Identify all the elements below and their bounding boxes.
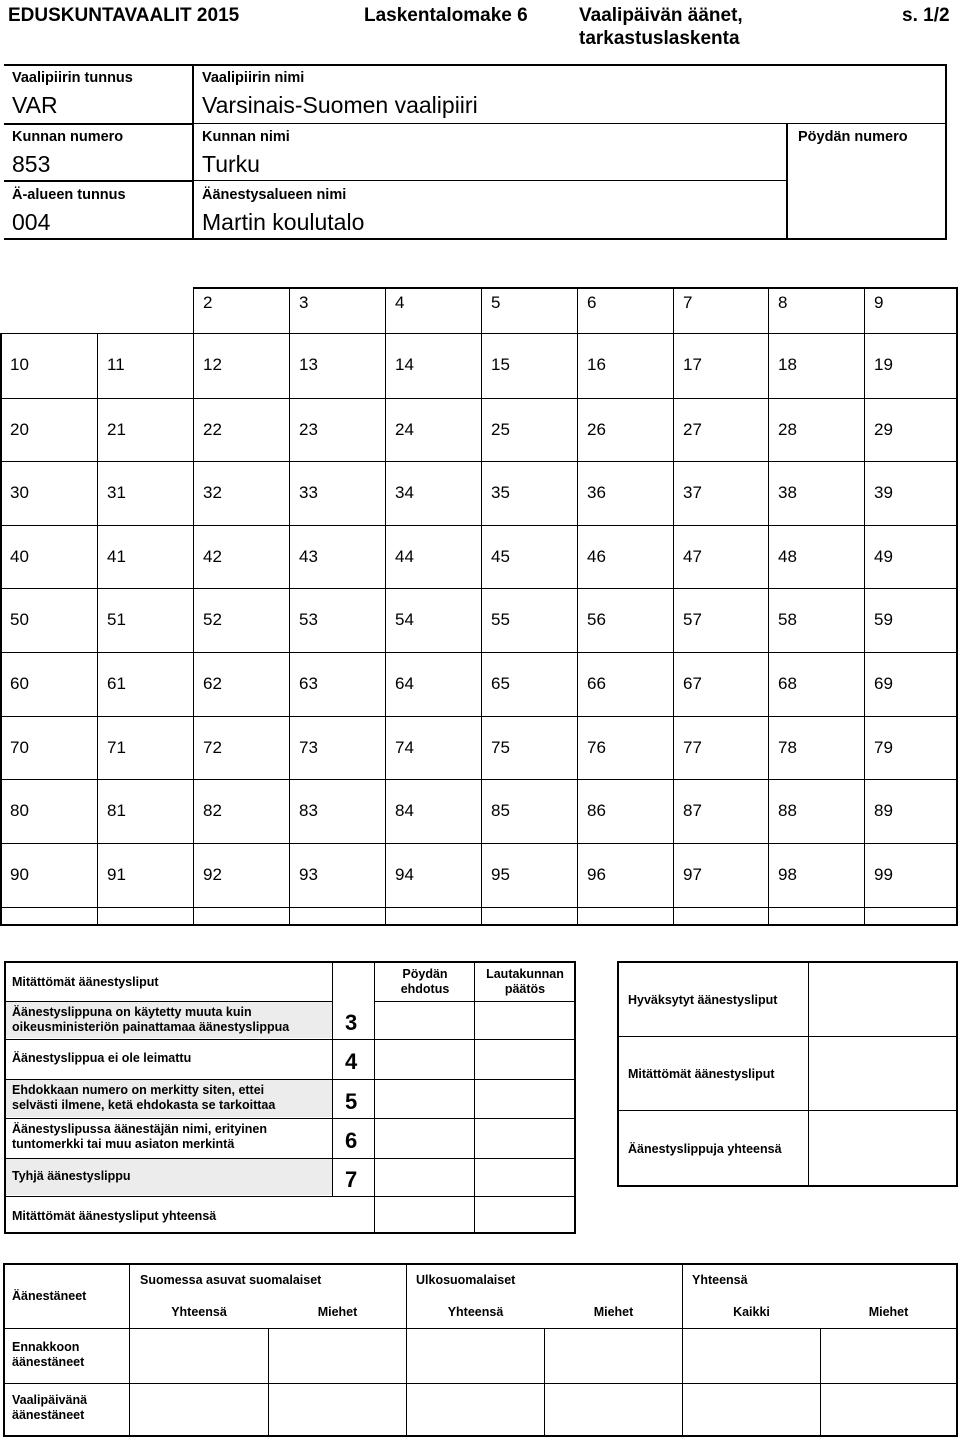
grid-mark-area[interactable] — [99, 634, 191, 650]
invalid-reason-line2: oikeusministeriön painattamaa äänestyslippua — [12, 1020, 290, 1034]
grid-number: 82 — [203, 801, 222, 820]
grid-number: 46 — [587, 547, 606, 566]
district-id-label: Vaalipiirin tunnus — [12, 70, 133, 86]
voters-group-abroad: Ulkosuomalaiset — [416, 1273, 516, 1287]
grid-number: 98 — [778, 865, 797, 884]
grid-number: 17 — [683, 355, 702, 374]
advance-voters-line2: äänestäneet — [12, 1355, 85, 1369]
grid-mark-area[interactable] — [866, 317, 956, 331]
grid-number: 72 — [203, 738, 222, 757]
grid-mark-area[interactable] — [675, 762, 766, 777]
grid-number: 45 — [491, 547, 510, 566]
grid-mark-area[interactable] — [675, 889, 766, 905]
voters-count-field[interactable] — [547, 1387, 680, 1432]
grid-mark-area[interactable] — [195, 379, 287, 396]
invalid-reason-label — [12, 1051, 191, 1066]
grid-number: 99 — [874, 865, 893, 884]
grid-mark-area[interactable] — [675, 444, 766, 459]
grid-mark-area[interactable] — [195, 825, 287, 841]
summary-invalid-field[interactable] — [812, 1040, 952, 1106]
invalid-reason-code: 5 — [345, 1088, 358, 1114]
invalid-reason-line1: Äänestyslippuna on käytetty muuta kuin — [12, 1005, 252, 1019]
district-name-label: Vaalipiirin nimi — [202, 70, 305, 86]
grid-number: 27 — [683, 420, 702, 439]
grid-mark-area[interactable] — [675, 379, 766, 396]
grid-number: 51 — [107, 610, 126, 629]
municipality-name-label: Kunnan nimi — [202, 129, 290, 145]
grid-number: 14 — [395, 355, 414, 374]
voters-count-field[interactable] — [823, 1387, 954, 1432]
invalid-reason-label — [12, 1005, 289, 1035]
grid-mark-area[interactable] — [770, 317, 862, 331]
grid-number: 55 — [491, 610, 510, 629]
invalid-board-decision-field[interactable] — [477, 1004, 571, 1036]
grid-number: 63 — [299, 674, 318, 693]
grid-mark-area[interactable] — [579, 825, 671, 841]
grid-number: 75 — [491, 738, 510, 757]
grid-mark-area[interactable] — [387, 571, 479, 586]
grid-number: 40 — [10, 547, 29, 566]
grid-number: 41 — [107, 547, 126, 566]
grid-mark-area[interactable] — [195, 571, 287, 586]
grid-mark-area[interactable] — [866, 379, 956, 396]
grid-number: 2 — [203, 293, 213, 312]
grid-mark-area[interactable] — [291, 698, 383, 714]
grid-mark-area[interactable] — [675, 634, 766, 650]
grid-number: 64 — [395, 674, 414, 693]
voters-count-field[interactable] — [685, 1332, 818, 1380]
ballots-total-field[interactable] — [812, 1114, 952, 1182]
grid-mark-area[interactable] — [387, 507, 479, 523]
grid-number: 23 — [299, 420, 318, 439]
voters-count-field[interactable] — [271, 1332, 404, 1380]
grid-mark-area[interactable] — [579, 698, 671, 714]
invalid-table-proposal-field[interactable] — [377, 1082, 471, 1115]
grid-number: 70 — [10, 738, 29, 757]
grid-number: 11 — [107, 355, 125, 374]
invalid-reason-code: 7 — [345, 1167, 358, 1192]
grid-mark-area[interactable] — [866, 889, 956, 905]
board-decision-line2: päätös — [504, 982, 546, 996]
municipality-number-label: Kunnan numero — [12, 129, 124, 145]
grid-number: 95 — [491, 865, 510, 884]
grid-number: 5 — [491, 293, 501, 312]
grid-number: 29 — [874, 420, 893, 439]
summary-invalid-label: Mitättömät äänestysliput — [628, 1067, 775, 1081]
table-proposal-line1: Pöydän — [402, 967, 448, 981]
grid-mark-area[interactable] — [291, 825, 383, 841]
grid-number: 48 — [778, 547, 797, 566]
grid-mark-area[interactable] — [387, 317, 479, 331]
advance-voters-label — [12, 1340, 84, 1370]
form-title — [579, 4, 743, 50]
invalid-reason-line1: Ehdokkaan numero on merkitty siten, ettei — [12, 1083, 265, 1097]
grid-number: 44 — [395, 547, 414, 566]
grid-mark-area[interactable] — [866, 444, 956, 459]
grid-number: 81 — [107, 801, 126, 820]
board-decision-line1: Lautakunnan — [486, 967, 564, 981]
grid-number: 33 — [299, 483, 318, 502]
grid-number: 84 — [395, 801, 414, 820]
table-number-field[interactable] — [790, 150, 940, 234]
election-day-voters-line2: äänestäneet — [12, 1408, 85, 1422]
area-id-value[interactable]: 004 — [12, 209, 51, 235]
grid-number: 79 — [874, 738, 893, 757]
grid-number: 15 — [491, 355, 510, 374]
board-decision-header — [476, 967, 574, 997]
grid-mark-area[interactable] — [195, 634, 287, 650]
grid-number: 59 — [874, 610, 893, 629]
grid-mark-area[interactable] — [770, 444, 862, 459]
grid-mark-area[interactable] — [579, 889, 671, 905]
form-title-line2: tarkastuslaskenta — [579, 28, 740, 49]
grid-mark-area[interactable] — [195, 698, 287, 714]
grid-number: 76 — [587, 738, 606, 757]
grid-mark-area[interactable] — [99, 889, 191, 905]
voters-count-field[interactable] — [823, 1332, 954, 1380]
grid-number: 56 — [587, 610, 606, 629]
district-name-value[interactable]: Varsinais-Suomen vaalipiiri — [202, 92, 478, 118]
invalid-reason-line1: Äänestyslipussa äänestäjän nimi, erityinen — [12, 1122, 267, 1136]
area-name-value[interactable]: Martin koulutalo — [202, 209, 365, 235]
accepted-ballots-field[interactable] — [812, 966, 952, 1032]
grid-number: 91 — [107, 865, 126, 884]
grid-mark-area[interactable] — [99, 444, 191, 459]
grid-mark-area[interactable] — [2, 634, 95, 650]
grid-mark-area[interactable] — [195, 444, 287, 459]
grid-mark-area[interactable] — [99, 507, 191, 523]
grid-mark-area[interactable] — [291, 379, 383, 396]
grid-number: 19 — [874, 355, 893, 374]
grid-mark-area[interactable] — [579, 507, 671, 523]
grid-number: 78 — [778, 738, 797, 757]
grid-mark-area[interactable] — [387, 825, 479, 841]
grid-number: 97 — [683, 865, 702, 884]
invalid-total-label: Mitättömät äänestysliput yhteensä — [12, 1209, 217, 1223]
grid-number: 30 — [10, 483, 29, 502]
invalid-total-table-field[interactable] — [376, 1198, 474, 1232]
grid-mark-area[interactable] — [579, 571, 671, 586]
grid-number: 80 — [10, 801, 29, 820]
grid-number: 92 — [203, 865, 222, 884]
invalid-title: Mitättömät äänestysliput — [12, 975, 159, 989]
grid-number: 34 — [395, 483, 414, 502]
invalid-board-decision-field[interactable] — [477, 1042, 571, 1076]
grid-number: 67 — [683, 674, 702, 693]
grid-mark-area[interactable] — [483, 444, 575, 459]
area-id-label: Ä-alueen tunnus — [12, 187, 126, 203]
grid-mark-area[interactable] — [866, 507, 956, 523]
invalid-reason-label — [12, 1169, 131, 1184]
district-id-value[interactable]: VAR — [12, 92, 58, 118]
table-proposal-line2: ehdotus — [400, 982, 450, 996]
grid-number: 18 — [778, 355, 797, 374]
table-proposal-header — [376, 967, 474, 997]
grid-mark-area[interactable] — [770, 825, 862, 841]
voters-count-field[interactable] — [271, 1387, 404, 1432]
grid-mark-area[interactable] — [291, 317, 383, 331]
grid-number: 86 — [587, 801, 606, 820]
invalid-board-decision-field[interactable] — [477, 1121, 571, 1155]
grid-mark-area[interactable] — [483, 571, 575, 586]
grid-number: 9 — [874, 293, 884, 312]
grid-mark-area[interactable] — [99, 698, 191, 714]
grid-number: 74 — [395, 738, 414, 757]
grid-number: 73 — [299, 738, 318, 757]
grid-mark-area[interactable] — [99, 379, 191, 396]
grid-number: 90 — [10, 865, 29, 884]
grid-mark-area[interactable] — [387, 444, 479, 459]
invalid-total-board-field[interactable] — [476, 1198, 574, 1232]
grid-number: 66 — [587, 674, 606, 693]
voters-subheader: Kaikki — [733, 1305, 770, 1319]
grid-number: 3 — [299, 293, 309, 312]
grid-mark-area[interactable] — [195, 762, 287, 777]
grid-mark-area[interactable] — [195, 889, 287, 905]
grid-number: 22 — [203, 420, 222, 439]
grid-number: 89 — [874, 801, 893, 820]
voters-group-total: Yhteensä — [692, 1273, 748, 1287]
invalid-reason-line1: Äänestyslippua ei ole leimattu — [12, 1051, 192, 1065]
grid-mark-area[interactable] — [483, 379, 575, 396]
grid-mark-area[interactable] — [579, 317, 671, 331]
invalid-board-decision-field[interactable] — [477, 1082, 571, 1115]
grid-mark-area[interactable] — [2, 762, 95, 777]
grid-mark-area[interactable] — [387, 698, 479, 714]
election-title: EDUSKUNTAVAALIT 2015 — [8, 5, 240, 26]
grid-mark-area[interactable] — [291, 634, 383, 650]
grid-number: 38 — [778, 483, 797, 502]
grid-number: 62 — [203, 674, 222, 693]
grid-mark-area[interactable] — [483, 825, 575, 841]
grid-mark-area[interactable] — [483, 634, 575, 650]
invalid-table-proposal-field[interactable] — [377, 1121, 471, 1155]
grid-number: 39 — [874, 483, 893, 502]
election-day-voters-label — [12, 1393, 87, 1423]
grid-number: 87 — [683, 801, 702, 820]
grid-number: 57 — [683, 610, 702, 629]
grid-mark-area[interactable] — [866, 698, 956, 714]
grid-mark-area[interactable] — [195, 317, 287, 331]
invalid-reason-line2: selvästi ilmene, ketä ehdokasta se tarkoittaa — [12, 1098, 276, 1112]
grid-number: 4 — [395, 293, 405, 312]
invalid-reason-label — [12, 1122, 267, 1152]
grid-mark-area[interactable] — [675, 698, 766, 714]
form-name: Laskentalomake 6 — [364, 5, 528, 26]
grid-mark-area[interactable] — [770, 507, 862, 523]
grid-mark-area[interactable] — [866, 825, 956, 841]
voters-subheader: Yhteensä — [171, 1305, 227, 1319]
grid-mark-area[interactable] — [675, 571, 766, 586]
voters-count-field[interactable] — [547, 1332, 680, 1380]
voters-group-residents: Suomessa asuvat suomalaiset — [140, 1273, 322, 1287]
grid-mark-area[interactable] — [866, 762, 956, 777]
grid-mark-area[interactable] — [483, 698, 575, 714]
grid-number: 49 — [874, 547, 893, 566]
invalid-reason-line1: Tyhjä äänestyslippu — [12, 1169, 131, 1183]
grid-mark-area[interactable] — [2, 571, 95, 586]
grid-number: 20 — [10, 420, 29, 439]
grid-mark-area[interactable] — [2, 698, 95, 714]
grid-number: 93 — [299, 865, 318, 884]
voters-row-header: Äänestäneet — [12, 1289, 87, 1303]
grid-mark-area[interactable] — [2, 444, 95, 459]
grid-mark-area[interactable] — [2, 889, 95, 905]
grid-number: 31 — [107, 483, 126, 502]
grid-number: 61 — [107, 674, 126, 693]
grid-mark-area[interactable] — [483, 762, 575, 777]
voters-count-field[interactable] — [132, 1332, 266, 1380]
grid-mark-area[interactable] — [770, 634, 862, 650]
voters-subheader: Miehet — [317, 1305, 358, 1319]
invalid-reason-code: 4 — [345, 1049, 358, 1074]
accepted-ballots-label: Hyväksytyt äänestysliput — [628, 993, 778, 1007]
grid-number: 6 — [587, 293, 597, 312]
form-title-line1: Vaalipäivän äänet, — [579, 5, 743, 26]
grid-number: 28 — [778, 420, 797, 439]
grid-mark-area[interactable] — [195, 507, 287, 523]
grid-mark-area[interactable] — [579, 762, 671, 777]
grid-mark-area[interactable] — [2, 379, 95, 396]
grid-mark-area[interactable] — [387, 379, 479, 396]
grid-number: 60 — [10, 674, 29, 693]
municipality-name-value[interactable]: Turku — [202, 151, 260, 177]
grid-mark-area[interactable] — [99, 762, 191, 777]
grid-number: 68 — [778, 674, 797, 693]
invalid-reason-code: 3 — [345, 1010, 358, 1035]
municipality-number-value[interactable]: 853 — [12, 151, 51, 177]
grid-number: 85 — [491, 801, 510, 820]
grid-mark-area[interactable] — [99, 825, 191, 841]
grid-number: 52 — [203, 610, 222, 629]
grid-mark-area[interactable] — [291, 444, 383, 459]
invalid-table-proposal-field[interactable] — [377, 1004, 471, 1036]
grid-mark-area[interactable] — [675, 507, 766, 523]
grid-mark-area[interactable] — [483, 317, 575, 331]
grid-number: 88 — [778, 801, 797, 820]
grid-mark-area[interactable] — [770, 379, 862, 396]
grid-mark-area[interactable] — [291, 889, 383, 905]
invalid-table-proposal-field[interactable] — [377, 1042, 471, 1076]
grid-number: 7 — [683, 293, 693, 312]
invalid-table-proposal-field[interactable] — [377, 1161, 471, 1193]
grid-number: 58 — [778, 610, 797, 629]
grid-number: 94 — [395, 865, 414, 884]
grid-mark-area[interactable] — [675, 825, 766, 841]
grid-number: 24 — [395, 420, 414, 439]
grid-number: 26 — [587, 420, 606, 439]
grid-number: 8 — [778, 293, 788, 312]
grid-number: 10 — [10, 355, 29, 374]
grid-mark-area[interactable] — [99, 571, 191, 586]
advance-voters-line1: Ennakkoon — [12, 1340, 80, 1354]
grid-number: 35 — [491, 483, 510, 502]
grid-mark-area[interactable] — [675, 317, 766, 331]
grid-number: 12 — [203, 355, 222, 374]
voters-count-field[interactable] — [409, 1387, 542, 1432]
grid-number: 42 — [203, 547, 222, 566]
page-number: s. 1/2 — [902, 5, 950, 26]
voters-count-field[interactable] — [132, 1387, 266, 1432]
voters-subheader: Yhteensä — [447, 1305, 504, 1319]
grid-mark-area[interactable] — [291, 762, 383, 777]
grid-mark-area[interactable] — [579, 444, 671, 459]
grid-number: 25 — [491, 420, 510, 439]
grid-mark-area[interactable] — [770, 698, 862, 714]
invalid-reason-line2: tuntomerkki tai muu asiaton merkintä — [12, 1137, 235, 1151]
grid-mark-area[interactable] — [579, 379, 671, 396]
grid-mark-area[interactable] — [770, 889, 862, 905]
voters-subheader: Miehet — [868, 1305, 909, 1319]
grid-mark-area[interactable] — [483, 507, 575, 523]
grid-mark-area[interactable] — [483, 889, 575, 905]
invalid-reason-label — [12, 1083, 275, 1113]
grid-number: 53 — [299, 610, 318, 629]
grid-mark-area[interactable] — [387, 889, 479, 905]
grid-mark-area[interactable] — [2, 825, 95, 841]
grid-mark-area[interactable] — [2, 507, 95, 523]
voters-subheader: Miehet — [593, 1305, 634, 1319]
grid-number: 36 — [587, 483, 606, 502]
ballots-total-label: Äänestyslippuja yhteensä — [628, 1142, 782, 1156]
grid-number: 47 — [683, 547, 702, 566]
grid-number: 21 — [107, 420, 126, 439]
grid-number: 50 — [10, 610, 29, 629]
grid-number: 43 — [299, 547, 318, 566]
area-name-label: Äänestysalueen nimi — [202, 187, 347, 203]
grid-mark-area[interactable] — [579, 634, 671, 650]
invalid-board-decision-field[interactable] — [477, 1161, 571, 1193]
table-number-label: Pöydän numero — [798, 129, 908, 145]
grid-mark-area[interactable] — [387, 634, 479, 650]
grid-number: 37 — [683, 483, 702, 502]
grid-number: 65 — [491, 674, 510, 693]
grid-mark-area[interactable] — [770, 571, 862, 586]
grid-number: 77 — [683, 738, 702, 757]
voters-count-field[interactable] — [409, 1332, 542, 1380]
grid-number: 13 — [299, 355, 318, 374]
grid-number: 54 — [395, 610, 414, 629]
voters-count-field[interactable] — [685, 1387, 818, 1432]
grid-mark-area[interactable] — [291, 507, 383, 523]
grid-number: 69 — [874, 674, 893, 693]
grid-mark-area[interactable] — [291, 571, 383, 586]
grid-number: 16 — [587, 355, 606, 374]
election-day-voters-line1: Vaalipäivänä — [12, 1393, 88, 1407]
grid-number: 71 — [107, 738, 126, 757]
grid-mark-area[interactable] — [770, 762, 862, 777]
grid-number: 32 — [203, 483, 222, 502]
grid-mark-area[interactable] — [866, 634, 956, 650]
invalid-reason-code: 6 — [345, 1128, 358, 1153]
grid-mark-area[interactable] — [866, 571, 956, 586]
grid-number: 83 — [299, 801, 318, 820]
grid-number: 96 — [587, 865, 606, 884]
grid-mark-area[interactable] — [387, 762, 479, 777]
